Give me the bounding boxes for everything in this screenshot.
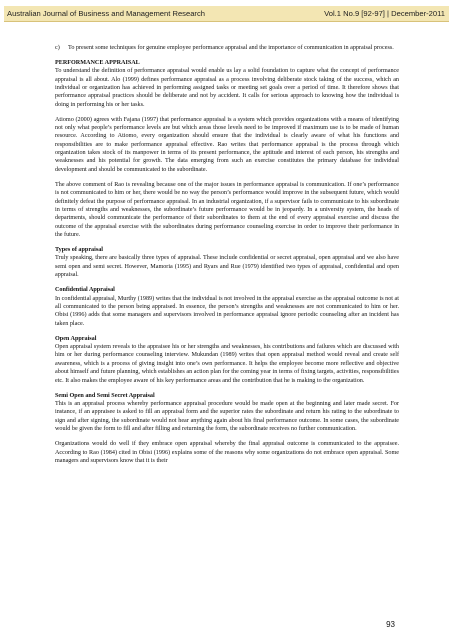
paragraph: Truly speaking, there are basically three types of appraisal. These include confidential or secret appraisal, open appraisal and we also have semi open and semi secret. However, Mamoria (1995) and Ryars and Rue (1979) identified two types of appraisal, confidential and open appraisal. bbox=[55, 255, 399, 279]
objective-text: To present some techniques for genuine employee performance appraisal and the importance of communication in appraisal process. bbox=[68, 45, 394, 51]
section-heading-confidential: Confidential Appraisal bbox=[55, 287, 115, 294]
section-heading-open: Open Appraisal bbox=[55, 335, 97, 342]
paragraph: In confidential appraisal, Murthy (1989) writes that the individual is not involved in the appraisal exercise as the appraisal outcome is not at all communicated to the person being appraised. In essence, the person’s strengths and weaknesses are not communicated to him or her. Obisi (1996) adds that some managers and supervisors involved in performance appraisal ignore periodic counseling after an incident has taken place. bbox=[55, 295, 399, 327]
section-heading-semi: Semi Open and Semi Secret Appraisal bbox=[55, 392, 155, 399]
article-body bbox=[55, 44, 399, 472]
issue-info: Vol.1 No.9 [92-97] | December-2011 bbox=[324, 9, 445, 18]
paragraph: Organizations would do well if they embrace open appraisal whereby the final appraisal outcome is communicated to the appraisee. According to Rao (1984) cited in Obisi (1996) explains some of the reasons why some organizations do not embrace open appraisal. Some managers and supervisors know that it is their bbox=[55, 441, 399, 464]
paragraph: Atiomo (2000) agrees with Fajana (1997) that performance appraisal is a system which provides organizations with a means of identifying not only what people’s performance levels are but which areas those levels need to be improved if maximum use is to be made of human resource. According to Atiomo, every organization should ensure that the individual is clearly aware of what his functions and responsibilities are to make performance appraisal effective. Rao writes that performance appraisal is the process through which organization takes stock of its manpower in terms of its present performance, the aptitude and interest of each person, his strengths and weaknesses and his potential for growth. The data emerging from such an exercise constitutes the primary database for individual development and should be communicated to the subordinate. bbox=[55, 116, 399, 173]
running-header bbox=[4, 6, 449, 22]
paragraph: To understand the definition of performance appraisal would enable us lay a solid foundation to capture what the concept of performance appraisal is all about. Alo (1999) defines performance appraisal as a process involving deliberate stock taking of the success, which an individual or organization has achieved in performing assigned tasks or meeting set goals over a period of time. It therefore shows that performance appraisal practices should be deliberate and not by accident. It calls for serious approach to knowing how the individual is doing in performing his or her tasks. bbox=[55, 68, 399, 108]
section-heading-types: Types of appraisal bbox=[55, 247, 103, 254]
paragraph: The above comment of Rao is revealing because one of the major issues in performance appraisal is communication. If one’s performance is not communicated to him or her, there would be no way the person’s performance would improve in the subsequent future, which would definitely defeat the purpose of performance appraisal. In an industrial organization, if a supervisor fails to communicate to his subordinate in terms of strengths and weaknesses, the subordinate’s future performance would be in jeopardy. In a university system, the heads of departments, should communicate the performance of their subordinates to them at the end of every appraisal exercise and discuss the outcome of the appraisal exercise with the subordinates during performance counseling exercise in order to improve their performance in the future. bbox=[55, 181, 399, 238]
section-heading-performance: PERFORMANCE APPRAISAL bbox=[55, 59, 140, 66]
paragraph: This is an appraisal process whereby performance appraisal procedure would be made open at the beginning and later made secret. For instance, if an appraisee is asked to fill an appraisal form and the superior rates the subordinate and return his rating to the subordinate to sign and after signing, the subordinate would not hear anything again about his final performance outcome. In some cases, the subordinate would be given the form to fill and after filling and returning the form, the subordinate receives no further communication. bbox=[55, 401, 399, 433]
objective-label: c) bbox=[55, 45, 60, 51]
journal-title: Australian Journal of Business and Management Research bbox=[7, 9, 205, 18]
page-number: 93 bbox=[386, 620, 395, 629]
objective-item bbox=[55, 44, 399, 52]
paragraph: Open appraisal system reveals to the appraisee his or her strengths and weaknesses, his contributions and failures which are discussed with him or her during performance counseling interview. Mukundan (1989) writes that open appraisal method would reveal and create self awareness, which is a process of giving insight into one’s own performance. It helps the employee become more reflective and objective about himself and future planning, which establishes an action plan for the coming year in terms of fixing targets, activities, responsibilities etc. It also makes the employee aware of his key performance areas and the contribution that he is making to the organization. bbox=[55, 344, 399, 384]
